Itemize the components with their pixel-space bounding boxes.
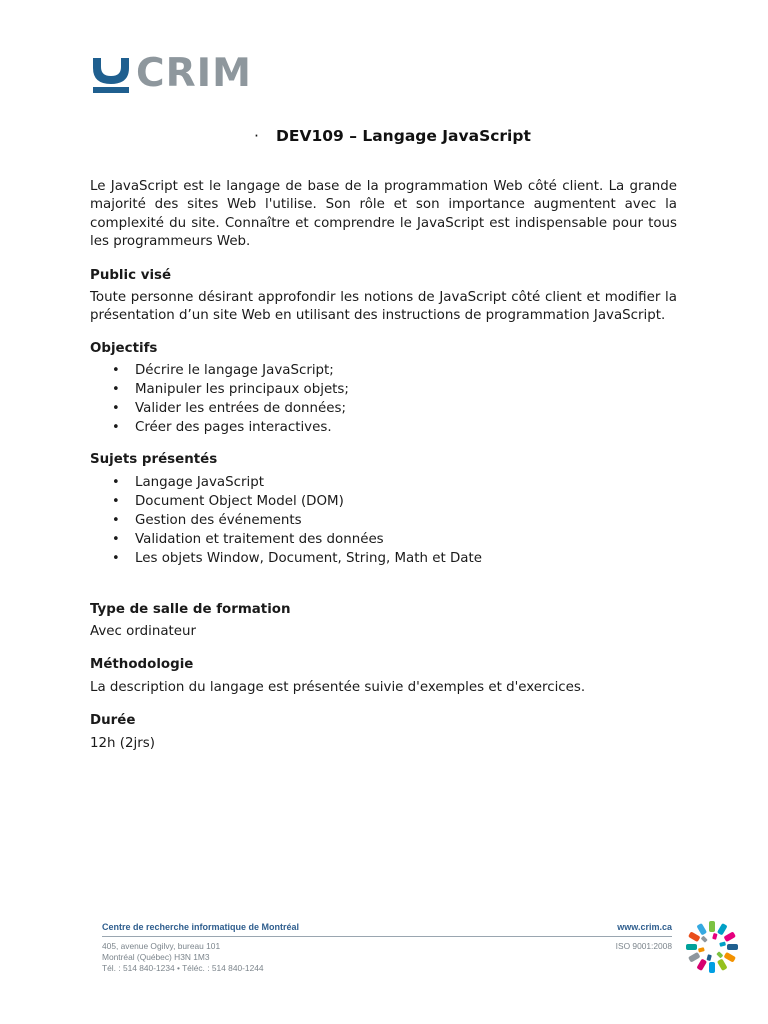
duree-heading: Durée [90, 713, 136, 729]
footer-divider [102, 936, 672, 937]
crim-seal-icon [684, 919, 740, 975]
footer-org-name: Centre de recherche informatique de Montréal [102, 922, 300, 932]
list-item: • Valider les entrées de données; [112, 399, 677, 418]
public-heading: Public visé [90, 267, 172, 283]
list-item: • Langage JavaScript [112, 473, 677, 492]
iso-certification: ISO 9001:2008 [615, 941, 672, 951]
duree-text: 12h (2jrs) [90, 735, 155, 751]
list-item: • Les objets Window, Document, String, Math et Date [112, 549, 677, 568]
course-description [90, 178, 677, 753]
public-paragraph: Toute personne désirant approfondir les notions de JavaScript côté client et modifier la présentation d’un site Web en utilisant des instructions de programmation JavaScript. [90, 290, 677, 324]
salle-text: Avec ordinateur [90, 624, 197, 640]
methodologie-text: La description du langage est présentée suivie d'exemples et d'exercices. [90, 679, 586, 695]
methodologie-heading: Méthodologie [90, 657, 194, 673]
intro-paragraph: Le JavaScript est le langage de base de la programmation Web côté client. La grande majorité des sites Web l'utilise. Son rôle et son importance augmentent avec la complexité du site. Connaître et comprendre le JavaScript est indispensable pour tous les programmeurs Web. [90, 179, 677, 250]
crim-logo-mark [90, 55, 132, 93]
objectifs-list [112, 361, 677, 437]
title-text: DEV109 – Langage JavaScript [276, 127, 531, 145]
list-item: • Document Object Model (DOM) [112, 492, 677, 511]
crim-logo [90, 51, 252, 96]
objectifs-heading: Objectifs [90, 340, 158, 356]
list-item: • Créer des pages interactives. [112, 418, 677, 437]
page-title [254, 127, 531, 145]
footer-website-link[interactable]: www.crim.ca [617, 922, 672, 932]
sujets-list [112, 473, 677, 568]
address-line: Montréal (Québec) H3N 1M3 [102, 952, 210, 962]
title-bullet: · [254, 127, 259, 145]
address-line: Tél. : 514 840-1234 • Téléc. : 514 840-1244 [102, 963, 264, 973]
salle-heading: Type de salle de formation [90, 601, 291, 617]
page-footer [102, 922, 672, 982]
list-item: • Manipuler les principaux objets; [112, 380, 677, 399]
list-item: • Gestion des événements [112, 511, 677, 530]
sujets-heading: Sujets présentés [90, 452, 218, 468]
list-item: • Validation et traitement des données [112, 530, 677, 549]
crim-logo-text: CRIM [136, 51, 252, 96]
footer-address [102, 941, 264, 974]
list-item: • Décrire le langage JavaScript; [112, 361, 677, 380]
address-line: 405, avenue Ogilvy, bureau 101 [102, 941, 221, 951]
